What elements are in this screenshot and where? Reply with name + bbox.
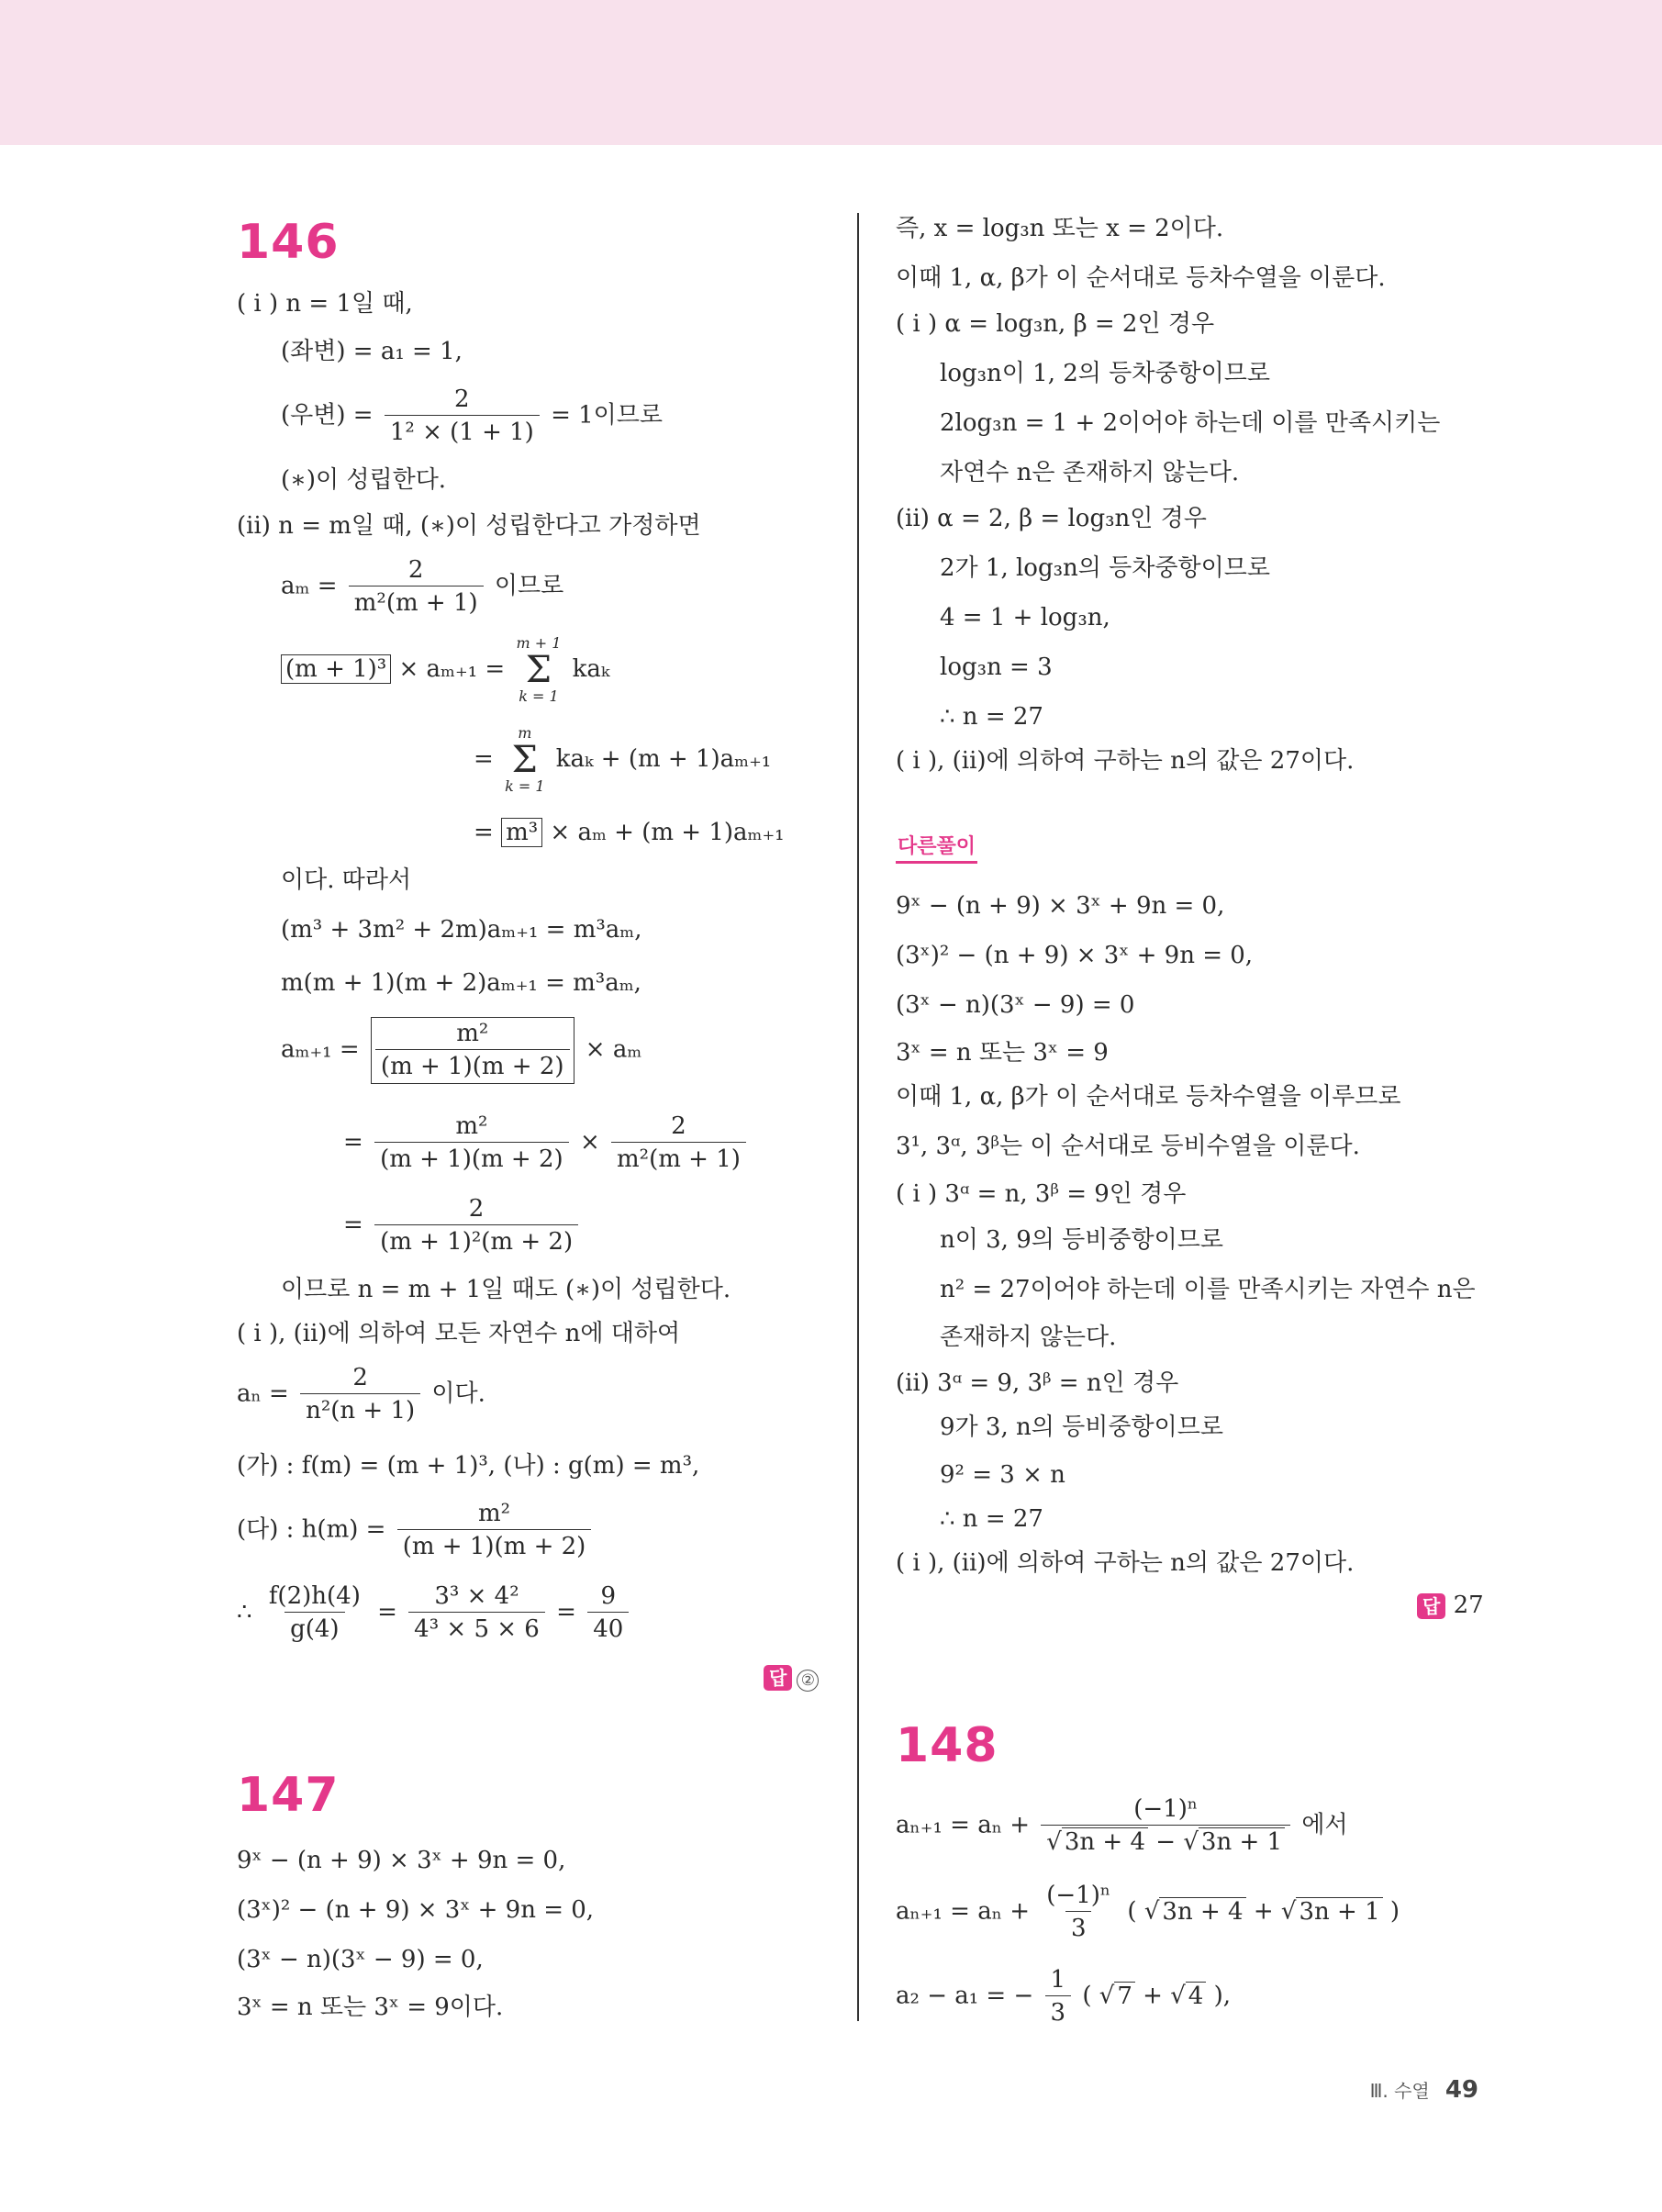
text: (다) : h(m) = [237, 1515, 386, 1544]
numerator: 3³ × 4² [434, 1582, 519, 1610]
p147-alt-line: 존재하지 않는다. [940, 1324, 1117, 1351]
p148-line-fraction: a₂ − a₁ = − $\frac{1}{3}$ ( √ 7 + √ 4 ), [896, 1964, 1231, 2029]
p147-line: 9ˣ − (n + 9) × 3ˣ + 9n = 0, [237, 1847, 566, 1874]
fraction [1041, 1793, 1290, 1859]
text: − [1155, 1828, 1177, 1856]
p146-line: (좌변) = a₁ = 1, [281, 338, 463, 365]
p146-line-fraction [237, 1581, 632, 1646]
denominator: g(4) [284, 1612, 344, 1646]
radicand: 3n + 1 [1199, 1827, 1285, 1856]
p147-alt-line: 9ˣ − (n + 9) × 3ˣ + 9n = 0, [896, 892, 1225, 920]
numerator: (−1)ⁿ [1046, 1882, 1111, 1909]
p147-line: (3ˣ)² − (n + 9) × 3ˣ + 9n = 0, [237, 1896, 595, 1924]
problem-number-148: 148 [896, 1718, 998, 1773]
denominator: 3 [1045, 1995, 1072, 2029]
answer-147 [1417, 1592, 1484, 1619]
sum-upper: m + 1 [516, 634, 562, 652]
sum-lower: k = 1 [505, 777, 545, 795]
fraction [300, 1362, 420, 1427]
denominator: (m + 1)²(m + 2) [374, 1224, 578, 1258]
numerator: 1 [1050, 1966, 1066, 1994]
p146-line-fraction [237, 1362, 485, 1427]
p146-line: ( i ) n = 1일 때, [237, 290, 413, 318]
denominator: m²(m + 1) [349, 586, 484, 620]
p146-line-fraction [281, 1017, 641, 1084]
alt-solution-tag: 다른풀이 [896, 833, 977, 864]
therefore-icon: ∴ [237, 1598, 252, 1626]
text: 에서 [1301, 1811, 1348, 1839]
fraction [1045, 1964, 1072, 2029]
p147-line: 이때 1, α, β가 이 순서대로 등차수열을 이룬다. [896, 264, 1386, 292]
denominator: 4³ × 5 × 6 [408, 1612, 545, 1646]
p146-line [474, 817, 785, 848]
p147-line: ∴ n = 27 [940, 703, 1043, 731]
numerator: 9 [600, 1582, 616, 1610]
numerator: f(2)h(4) [268, 1582, 361, 1610]
p148-line-fraction: aₙ₊₁ = aₙ + $\frac{\text{(−1)ⁿ}}{3}$ ( √ 3n + 4 + √ 3n + 1 ) [896, 1880, 1400, 1945]
p147-line: 2log₃n = 1 + 2이어야 하는데 이를 만족시키는 [940, 409, 1441, 437]
page-number: 49 [1444, 2076, 1478, 2104]
answer-value: ② [797, 1670, 819, 1692]
p147-line: 자연수 n은 존재하지 않는다. [940, 459, 1240, 486]
text: aₙ₊₁ = aₙ + [896, 1897, 1031, 1926]
summation [516, 635, 561, 705]
answer-146 [764, 1665, 819, 1692]
p147-line: 즉, x = log₃n 또는 x = 2이다. [896, 215, 1224, 242]
denominator: m²(m + 1) [611, 1142, 746, 1176]
text: = [474, 745, 494, 773]
p147-alt-line: (3ˣ − n)(3ˣ − 9) = 0 [896, 991, 1135, 1019]
p146-line: (ii) n = m일 때, (∗)이 성립한다고 가정하면 [237, 512, 701, 540]
text: ( [1082, 1982, 1092, 2010]
p147-line: 3ˣ = n 또는 3ˣ = 9이다. [237, 1994, 504, 2021]
fraction [385, 384, 540, 449]
radicand: 4 [1186, 1982, 1207, 2010]
blank-box-ga: (m + 1)³ [281, 654, 391, 684]
alt-solution-label [896, 833, 977, 864]
text: kaₖ + (m + 1)aₘ₊₁ [555, 745, 772, 773]
sigma-icon: Σ [525, 649, 552, 691]
text: = [343, 1211, 363, 1239]
p147-alt-line: n이 3, 9의 등비중항이므로 [940, 1226, 1223, 1254]
p147-alt-line: (3ˣ)² − (n + 9) × 3ˣ + 9n = 0, [896, 942, 1254, 969]
fraction [374, 1193, 578, 1258]
denominator: n²(n + 1) [300, 1393, 420, 1427]
text: ), [1213, 1982, 1232, 2010]
p147-line: 2가 1, log₃n의 등차중항이므로 [940, 554, 1270, 582]
sum-lower: k = 1 [519, 687, 559, 705]
numerator: 2 [671, 1112, 686, 1140]
p147-alt-line: ∴ n = 27 [940, 1505, 1043, 1533]
text: ( [1127, 1897, 1137, 1926]
p147-line: log₃n = 3 [940, 654, 1053, 681]
section-title: Ⅲ. 수열 [1369, 2080, 1430, 2102]
denominator: 3 [1065, 1911, 1092, 1945]
text: = [377, 1598, 397, 1626]
fraction [397, 1498, 592, 1563]
numerator: m² [456, 1020, 489, 1047]
numerator: 2 [352, 1364, 368, 1391]
text: × aₘ + (m + 1)aₘ₊₁ [550, 819, 785, 846]
radicand: 3n + 1 [1296, 1897, 1382, 1926]
text: × aₘ₊₁ = [398, 655, 506, 683]
text: kaₖ [572, 655, 610, 683]
text: aₘ = [281, 572, 338, 600]
p146-line-fraction [281, 384, 663, 449]
page-footer [1370, 2076, 1478, 2104]
text: aₙ₊₁ = aₙ + [896, 1811, 1031, 1839]
fraction [263, 1581, 366, 1646]
p147-alt-line: ( i ), (ii)에 의하여 구하는 n의 값은 27이다. [896, 1549, 1355, 1577]
p146-line-fraction [281, 554, 563, 620]
radicand: 3n + 4 [1062, 1827, 1148, 1856]
answer-badge: 답 [764, 1665, 792, 1691]
p146-line: (∗)이 성립한다. [281, 466, 447, 494]
text: a₂ − a₁ = − [896, 1982, 1034, 2010]
text: = 1이므로 [551, 401, 664, 430]
denominator: 40 [587, 1612, 629, 1646]
p147-alt-line: 9가 3, n의 등비중항이므로 [940, 1413, 1223, 1441]
p146-line-fraction [343, 1193, 582, 1258]
denominator: 1² × (1 + 1) [385, 415, 540, 449]
numerator: 2 [468, 1195, 485, 1223]
numerator: (−1)ⁿ [1133, 1795, 1199, 1823]
text: (우변) = [281, 401, 374, 430]
problem-number-146: 146 [237, 215, 340, 270]
text: × aₘ [585, 1035, 642, 1064]
p147-line: 4 = 1 + log₃n, [940, 604, 1110, 631]
p147-alt-line: (ii) 3ᵅ = 9, 3ᵝ = n인 경우 [896, 1369, 1179, 1397]
p147-alt-line: 3ˣ = n 또는 3ˣ = 9 [896, 1039, 1109, 1067]
p146-line-fraction [343, 1111, 750, 1176]
p146-line: (m³ + 3m² + 2m)aₘ₊₁ = m³aₘ, [281, 916, 642, 944]
radicand: 7 [1114, 1982, 1135, 2010]
fraction [374, 1111, 569, 1176]
problem-number-147: 147 [237, 1768, 340, 1823]
p147-line: log₃n이 1, 2의 등차중항이므로 [940, 360, 1270, 387]
p147-alt-line: ( i ) 3ᵅ = n, 3ᵝ = 9인 경우 [896, 1180, 1187, 1208]
p146-line: (가) : f(m) = (m + 1)³, (나) : g(m) = m³, [237, 1452, 700, 1480]
p146-line: 이다. 따라서 [281, 866, 412, 894]
p147-line: (ii) α = 2, β = log₃n인 경우 [896, 505, 1207, 532]
p147-line: (3ˣ − n)(3ˣ − 9) = 0, [237, 1946, 484, 1973]
p146-line-sum [281, 635, 609, 705]
p147-alt-line: 이때 1, α, β가 이 순서대로 등차수열을 이루므로 [896, 1083, 1401, 1111]
p147-alt-line: n² = 27이어야 하는데 이를 만족시키는 자연수 n은 [940, 1276, 1476, 1303]
text: 이다. [431, 1380, 485, 1408]
p148-line-fraction [896, 1793, 1348, 1859]
text: 이므로 [494, 572, 564, 600]
p146-line: 이므로 n = m + 1일 때도 (∗)이 성립한다. [281, 1276, 731, 1303]
text: + [1143, 1982, 1163, 2010]
answer-badge: 답 [1417, 1593, 1445, 1619]
header-band [0, 0, 1662, 145]
fraction [1041, 1880, 1116, 1945]
denominator: √ 3n + 4 − √ 3n + 1 [1041, 1825, 1290, 1859]
denominator: (m + 1)(m + 2) [397, 1529, 592, 1563]
blank-box-da [371, 1017, 574, 1084]
radicand: 3n + 4 [1159, 1897, 1245, 1926]
column-divider [857, 213, 859, 2021]
summation [505, 725, 544, 795]
text: = [343, 1128, 363, 1156]
text: + [1253, 1897, 1274, 1926]
text: = [556, 1598, 576, 1626]
p146-line-fraction [237, 1498, 595, 1563]
denominator: (m + 1)(m + 2) [374, 1142, 569, 1176]
p146-line: m(m + 1)(m + 2)aₘ₊₁ = m³aₘ, [281, 969, 641, 997]
blank-box-na: m³ [501, 818, 542, 847]
p146-line: ( i ), (ii)에 의하여 모든 자연수 n에 대하여 [237, 1320, 681, 1347]
text: × [579, 1128, 600, 1156]
fraction [611, 1111, 746, 1176]
numerator: 2 [454, 385, 470, 413]
numerator: m² [477, 1500, 511, 1527]
answer-value: 27 [1453, 1592, 1484, 1619]
denominator: (m + 1)(m + 2) [375, 1049, 570, 1083]
numerator: m² [455, 1112, 488, 1140]
text: = [474, 819, 494, 846]
p147-alt-line: 3¹, 3ᵅ, 3ᵝ는 이 순서대로 등비수열을 이룬다. [896, 1133, 1360, 1160]
numerator: 2 [407, 556, 424, 584]
fraction [587, 1581, 629, 1646]
p146-line-sum [474, 725, 771, 795]
sum-upper: m [518, 724, 532, 742]
fraction [349, 554, 484, 620]
sigma-icon: Σ [511, 739, 538, 781]
p147-line: ( i ) α = log₃n, β = 2인 경우 [896, 310, 1215, 338]
p147-alt-line: 9² = 3 × n [940, 1461, 1065, 1489]
text: aₙ = [237, 1380, 289, 1408]
text: ) [1389, 1897, 1400, 1926]
p147-line: ( i ), (ii)에 의하여 구하는 n의 값은 27이다. [896, 747, 1355, 775]
text: aₘ₊₁ = [281, 1035, 360, 1064]
fraction [408, 1581, 545, 1646]
